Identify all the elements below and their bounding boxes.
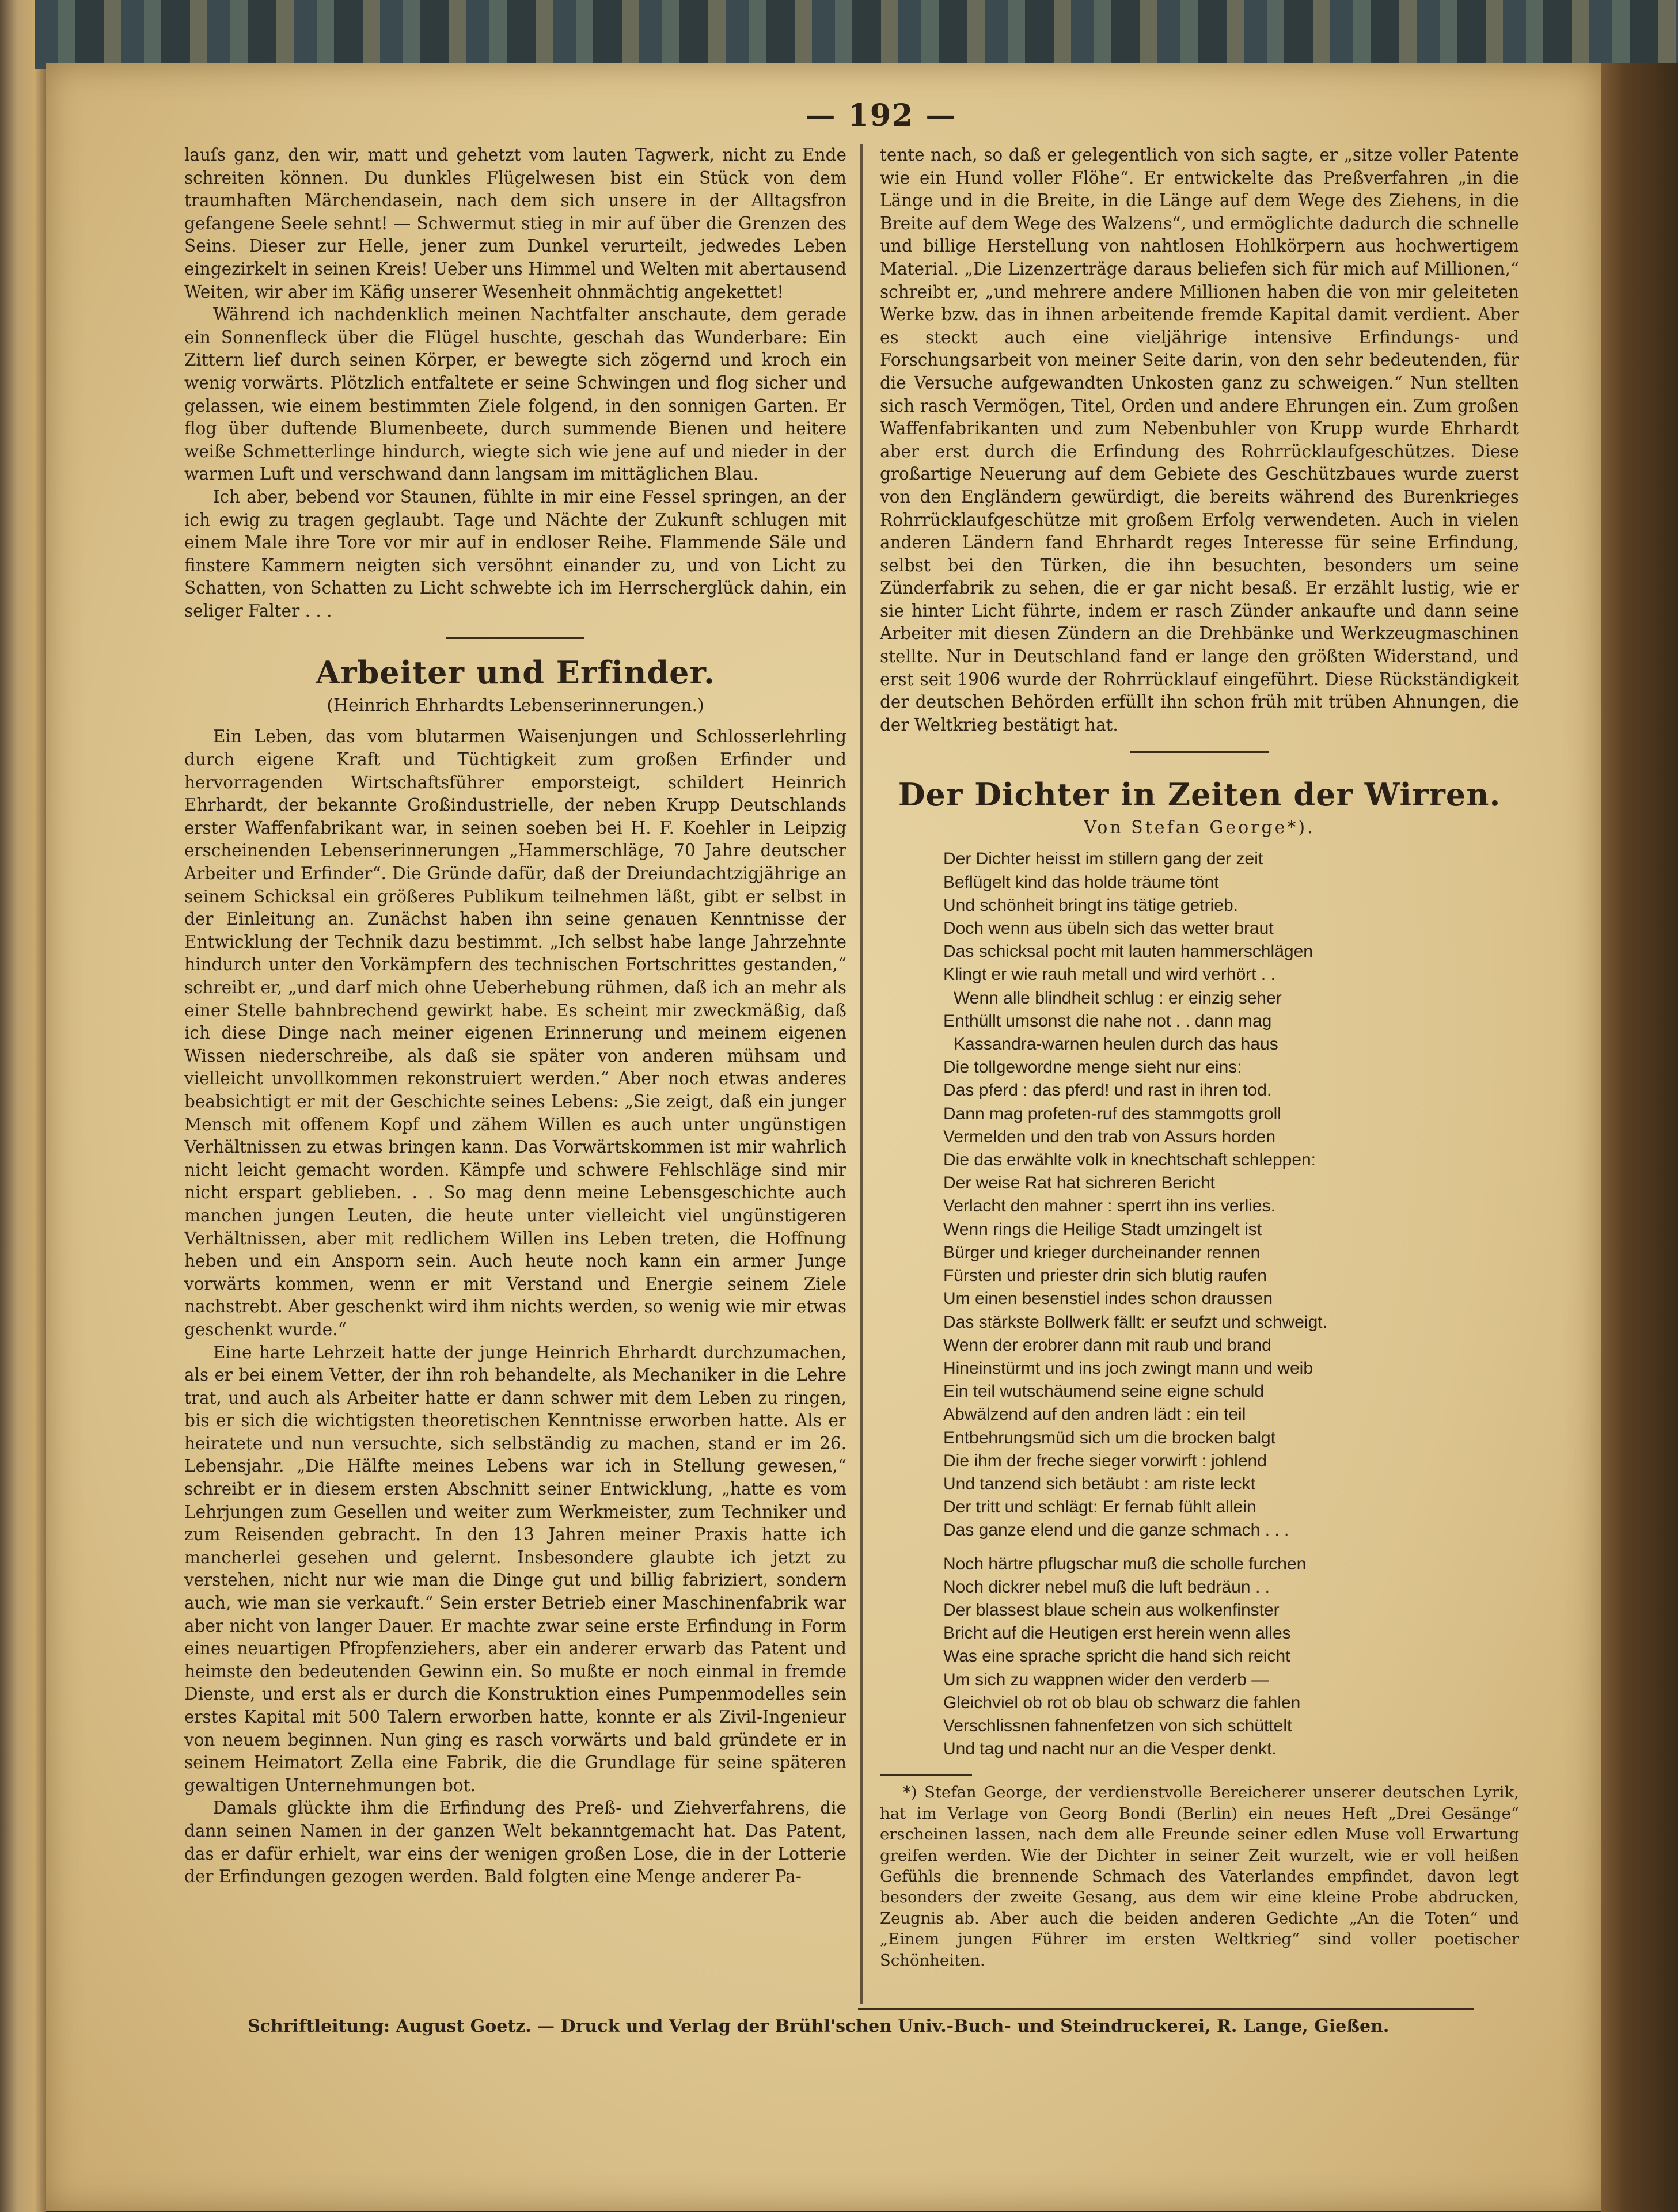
poem-line: Um einen besenstiel indes schon draussen bbox=[943, 1289, 1273, 1309]
poem-line: Das pferd : das pferd! und rast in ihren tod. bbox=[943, 1081, 1272, 1100]
poem-line: Enthüllt umsonst die nahe not . . dann mag bbox=[943, 1011, 1272, 1031]
poem-line: Und tag und nacht nur an die Vesper denkt. bbox=[943, 1739, 1277, 1759]
poem-line: Wenn rings die Heilige Stadt umzingelt ist bbox=[943, 1219, 1262, 1239]
footer-rule bbox=[858, 2008, 1474, 2010]
footnote: *) Stefan George, der verdienstvolle Bereicherer unserer deutschen Lyrik, hat im Verlage von Georg Bondi (Berlin) ein neues Heft „Drei Gesänge“ erscheinen lassen, nach dem alle Freunde seiner edlen Muse voll Erwartung greifen werden. Wie der Dichter in seiner Zeit wurzelt, wie er voll heißen Gefühls die brennende Schmach des Vaterlandes empfindet, davon legt besonders der zweite Gesang, aus dem wir eine kleine Probe abdrucken, Zeugnis ab. Aber auch die beiden anderen Gedichte „An die Toten“ und „Einem jungen Führer im ersten Weltkrieg“ sind voller poetischer Schönheiten. bbox=[880, 1783, 1519, 1970]
poem-line: Dann mag profeten-ruf des stammgotts groll bbox=[943, 1104, 1281, 1123]
poem-author: Von Stefan George*). bbox=[1084, 818, 1315, 838]
poem-line: Beflügelt kind das holde träume tönt bbox=[943, 872, 1219, 892]
right-column bbox=[880, 144, 1519, 1971]
section-divider bbox=[1130, 751, 1269, 753]
section-divider bbox=[446, 637, 584, 639]
intro-paragraph: Während ich nachdenklich meinen Nachtfalter anschaute, dem gerade ein Sonnenfleck über die Flügel huschte, geschah das Wunderbare: Ein Zittern lief durch seinen Körper, er bewegte sich zögernd und kroch ein wenig vorwärts. Plötzlich entfaltete er seine Schwingen und flog sicher und gelassen, wie einem bestimmten Ziele folgend, in den sonnigen Garten. Er flog über duftende Blumenbeete, durch summende Bienen und heitere weiße Schmetterlinge hindurch, wiegte sich wie jene auf und nieder in der warmen Luft und verschwand dann langsam im mittäglichen Blau. bbox=[184, 305, 846, 484]
imprint-footer: Schriftleitung: August Goetz. — Druck und Verlag der Brühl'schen Univ.-Buch- und Steindruckerei, R. Lange, Gießen. bbox=[248, 2016, 1390, 2036]
intro-paragraph: Ich aber, bebend vor Staunen, fühlte in mir eine Fessel springen, an der ich ewig zu tragen geglaubt. Tage und Nächte der Zukunft schlugen mit einem Male ihre Tore vor mir auf in endloser Reihe. Flammende Säle und finstere Kammern neigten sich versöhnt einander zu, und von Licht zu Schatten, von Schatten zu Licht schwebte ich im Herrscherglück dahin, ein seliger Falter . . . bbox=[184, 487, 846, 621]
poem-line: Die ihm der freche sieger vorwirft : johlend bbox=[943, 1451, 1267, 1470]
poem-line: Das schicksal pocht mit lauten hammerschlägen bbox=[943, 942, 1313, 961]
poem-line: Gleichviel ob rot ob blau ob schwarz die fahlen bbox=[943, 1693, 1301, 1712]
poem-line: Der weise Rat hat sichreren Bericht bbox=[943, 1173, 1215, 1193]
poem-line: Vermelden und den trab von Assurs horden bbox=[943, 1127, 1276, 1146]
poem-line: Verlacht den mahner : sperrt ihn ins verlies. bbox=[943, 1196, 1275, 1216]
poem-line: Der blassest blaue schein aus wolkenfinster bbox=[943, 1600, 1280, 1620]
page-number: — 192 — bbox=[805, 98, 957, 133]
poem-line: Was eine sprache spricht die hand sich reicht bbox=[943, 1647, 1290, 1666]
poem-line: Und tanzend sich betäubt : am riste leckt bbox=[943, 1474, 1255, 1493]
poem-line: Klingt er wie rauh metall und wird verhört . . bbox=[943, 965, 1275, 985]
poem-line: Kassandra-warnen heulen durch das haus bbox=[954, 1035, 1278, 1054]
poem-line: Der tritt und schlägt: Er fernab fühlt allein bbox=[943, 1498, 1256, 1517]
article-continuation: tente nach, so daß er gelegentlich von sich sagte, er „sitze voller Patente wie ein Hund voller Flöhe“. Er entwickelte das Preßverfahren „in die Länge und in die Breite, in die Länge auf dem Wege des Ziehens, in die Breite auf dem Wege des Walzens“, und ermöglichte dadurch die schnelle und billige Herstellung von nahtlosen Hohlkörpern aus hochwertigem Material. „Die Lizenzerträge daraus beliefen sich für mich auf Millionen,“ schreibt er, „und mehrere andere Millionen haben die von mir geleiteten Werke bzw. das in ihnen arbeitende fremde Kapital damit verdient. Aber es steckt auch eine vieljährige intensive Erfindungs- und Forschungsarbeit von meiner Seite darin, von den sehr bedeutenden, für die Versuche aufgewandten Unkosten ganz zu schweigen.“ Nun stellten sich rasch Vermögen, Titel, Orden und andere Ehrungen ein. Zum großen Waffenfabrikanten und zum Nebenbuhler von Krupp wurde Ehrhardt aber erst durch die Erfindung des Rohrrücklaufgeschützes. Diese großartige Neuerung auf dem Gebiete des Geschützbaues wurde zuerst von den Engländern gewürdigt, die bereits während des Burenkrieges Rohrrücklaufgeschütze mit großem Erfolg verwendeten. Auch in vielen anderen Ländern fand Ehrhardt reges Interesse für seine Erfindung, selbst bei den Türken, die ihn besuchten, besonders um seine Zünderfabrik zu sehen, die er gar nicht besaß. Er erzählt lustig, wie er sie hinter Licht führte, indem er rasch Zünder ankaufte und dann seine Arbeiter mit diesen Zündern an die Drehbänke und Werkzeugmaschinen stellte. Nur in Deutschland fand er lange den größten Widerstand, und erst seit 1906 wurde der Rohrrücklauf eingeführt. Diese Rückständigkeit der deutschen Behörden erfüllt ihn schon früh mit trüben Ahnungen, die der Weltkrieg bestätigt hat. bbox=[880, 145, 1519, 735]
poem-line: Die das erwählte volk in knechtschaft schleppen: bbox=[943, 1150, 1316, 1170]
book-cover-edge bbox=[1601, 63, 1678, 2212]
article-subtitle: (Heinrich Ehrhardts Lebenserinnerungen.) bbox=[327, 695, 704, 716]
poem-line: Wenn alle blindheit schlug : er einzig seher bbox=[954, 988, 1282, 1008]
poem bbox=[943, 847, 1519, 1761]
poem-line: Um sich zu wappnen wider den verderb — bbox=[943, 1670, 1269, 1689]
poem-line: Bricht auf die Heutigen erst herein wenn alles bbox=[943, 1624, 1291, 1643]
article-paragraph: Ein Leben, das vom blutarmen Waisenjungen und Schlosserlehrling durch eigene Kraft und Tüchtigkeit zum großen Erfinder und hervorragenden Wirtschaftsführer emporsteigt, schildert Heinrich Ehrhardt, der bekannte Großindustrielle, der neben Krupp Deutschlands erster Waffenfabrikant war, in seinen soeben bei H. F. Koehler in Leipzig erscheinenden Lebenserinnerungen „Hammerschläge, 70 Jahre deutscher Arbeiter und Erfinder“. Die Gründe dafür, daß der Dreiundachtzigjährige an seinem Schicksal ein größeres Publikum teilnehmen läßt, gibt er selbst in der Einleitung an. Zunächst haben ihn seine genauen Kenntnisse der Entwicklung der Technik dazu bestimmt. „Ich selbst habe lange Jahrzehnte hindurch unter den Vorkämpfern des technischen Fortschrittes gestanden,“ schreibt er, „und darf mich ohne Ueberhebung rühmen, daß ich an mehr als einer Stelle bahnbrechend gewirkt habe. Es scheint mir zweckmäßig, daß ich diese Dinge nach meiner eigenen Erinnerung und meinem eigenen Wissen niederschreibe, als daß sie später von anderen mühsam und vielleicht unvollkommen rekonstruiert werden.“ Aber noch etwas anderes beabsichtigt er mit der Geschichte seines Lebens: „Sie zeigt, daß ein junger Mensch mit offenem Kopf und zähem Willen es auch unter ungünstigen Verhältnissen zu etwas bringen kann. Das Vorwärtskommen ist mir wahrlich nicht leicht gemacht worden. Kämpfe und schwere Fehlschläge sind mir nicht erspart geblieben. . . So mag denn meine Lebensgeschichte auch manchen jungen Leuten, die heute unter vielleicht viel ungünstigeren Verhältnissen, aber mit redlichem Willen ins Leben treten, die Hoffnung heben und ein Ansporn sein. Auch heute noch kann ein armer Junge vorwärts kommen, wenn er mit Verstand und Energie seinem Ziele nachstrebt. Aber geschenkt wird ihm nichts werden, so wenig wie mir etwas geschenkt wurde.“ bbox=[184, 727, 846, 1339]
poem-line: Noch härtre pflugschar muß die scholle furchen bbox=[943, 1554, 1307, 1574]
poem-line: Doch wenn aus übeln sich das wetter braut bbox=[943, 919, 1274, 938]
marbled-top-band bbox=[35, 0, 1678, 69]
column-divider bbox=[860, 144, 863, 2004]
poem-line: Ein teil wutschäumend seine eigne schuld bbox=[943, 1382, 1265, 1401]
poem-line: Verschlissnen fahnenfetzen von sich schüttelt bbox=[943, 1716, 1292, 1735]
poem-line: Die tollgewordne menge sieht nur eins: bbox=[943, 1058, 1242, 1077]
poem-line: Bürger und krieger durcheinander rennen bbox=[943, 1242, 1261, 1262]
poem-line: Das ganze elend und die ganze schmach . . . bbox=[943, 1521, 1289, 1540]
poem-line: Wenn der erobrer dann mit raub und brand bbox=[943, 1335, 1271, 1355]
intro-paragraph: lauſs ganz, den wir, matt und gehetzt vom lauten Tagwerk, nicht zu Ende schreiten können. Du dunkles Flügelwesen bist ein Stück von dem traumhaften Märchendasein, nach dem sich unsere in der Alltagsfron gefangene Seele sehnt! — Schwermut stieg in mir auf über die Grenzen des Seins. Dieser zur Helle, jener zum Dunkel verurteilt, jedwedes Leben eingezirkelt in seinen Kreis! Ueber uns Himmel und Welten mit abertausend Weiten, wir aber im Käfig unserer Wesenheit ohnmächtig angekettet! bbox=[184, 145, 846, 302]
article-title: Arbeiter und Erfinder. bbox=[316, 654, 715, 691]
article-paragraph: Eine harte Lehrzeit hatte der junge Heinrich Ehrhardt durchzumachen, als er bei einem Vetter, der ihn roh behandelte, als Mechaniker in die Lehre trat, und auch als Arbeiter hatte er dann schwer mit dem Leben zu ringen, bis er sich die wichtigsten theoretischen Kenntnisse erworben hatte. Als er heiratete und nun versuchte, sich selbständig zu machen, stand er im 26. Lebensjahr. „Die Hälfte meines Lebens war ich in Stellung gewesen,“ schreibt er in diesem ersten Abschnitt seiner Entwicklung, „hatte es vom Lehrjungen zum Gesellen und weiter zum Werkmeister, zum Techniker und zum Reisenden gebracht. In den 13 Jahren meiner Praxis hatte ich mancherlei gesehen und gelernt. Insbesondere glaubte ich jetzt zu verstehen, nicht nur wie man die Dinge gut und billig fabriziert, sondern auch, wie man sie verkauft.“ Sein erster Betrieb einer Maschinenfabrik war aber nicht von langer Dauer. Er machte zwar seine erste Erfindung in Form eines neuartigen Pfropfenziehers, aber ein anderer erwarb das Patent und heimste den bedeutenden Gewinn ein. So mußte er noch einmal in fremde Dienste, und erst als er durch die Konstruktion eines Pumpenmodelles sein erstes Kapital mit 500 Talern erworben hatte, konnte er als Zivil-Ingenieur von neuem beginnen. Nun ging es rasch vorwärts und bald gründete er in seinem Heimatort Zella eine Fabrik, die die Grundlage für seine späteren gewaltigen Unternehmungen bot. bbox=[184, 1342, 846, 1795]
book-binding-edge bbox=[0, 0, 46, 2212]
poem-line: Und schönheit bringt ins tätige getrieb. bbox=[943, 895, 1238, 915]
stanza-gap bbox=[943, 1542, 1519, 1553]
poem-line: Hineinstürmt und ins joch zwingt mann und weib bbox=[943, 1358, 1313, 1378]
poem-line: Der Dichter heisst im stillern gang der zeit bbox=[943, 849, 1263, 869]
poem-line: Das stärkste Bollwerk fällt: er seufzt und schweigt. bbox=[943, 1312, 1327, 1332]
poem-line: Abwälzend auf den andren lädt : ein teil bbox=[943, 1405, 1246, 1424]
article-paragraph: Damals glückte ihm die Erfindung des Preß- und Ziehverfahrens, die dann seinen Namen in der ganzen Welt bekanntgemacht hat. Das Patent, das er dafür erhielt, war eins der wenigen großen Lose, die in der Lotterie der Erfindungen gezogen werden. Bald folgten eine Menge anderer Pa- bbox=[184, 1798, 846, 1887]
poem-line: Noch dickrer nebel muß die luft bedräun . . bbox=[943, 1577, 1270, 1597]
left-column bbox=[184, 144, 846, 1888]
footnote-rule bbox=[880, 1774, 972, 1776]
poem-title: Der Dichter in Zeiten der Wirren. bbox=[898, 776, 1501, 814]
poem-line: Entbehrungsmüd sich um die brocken balgt bbox=[943, 1428, 1276, 1447]
poem-line: Fürsten und priester drin sich blutig raufen bbox=[943, 1266, 1267, 1286]
